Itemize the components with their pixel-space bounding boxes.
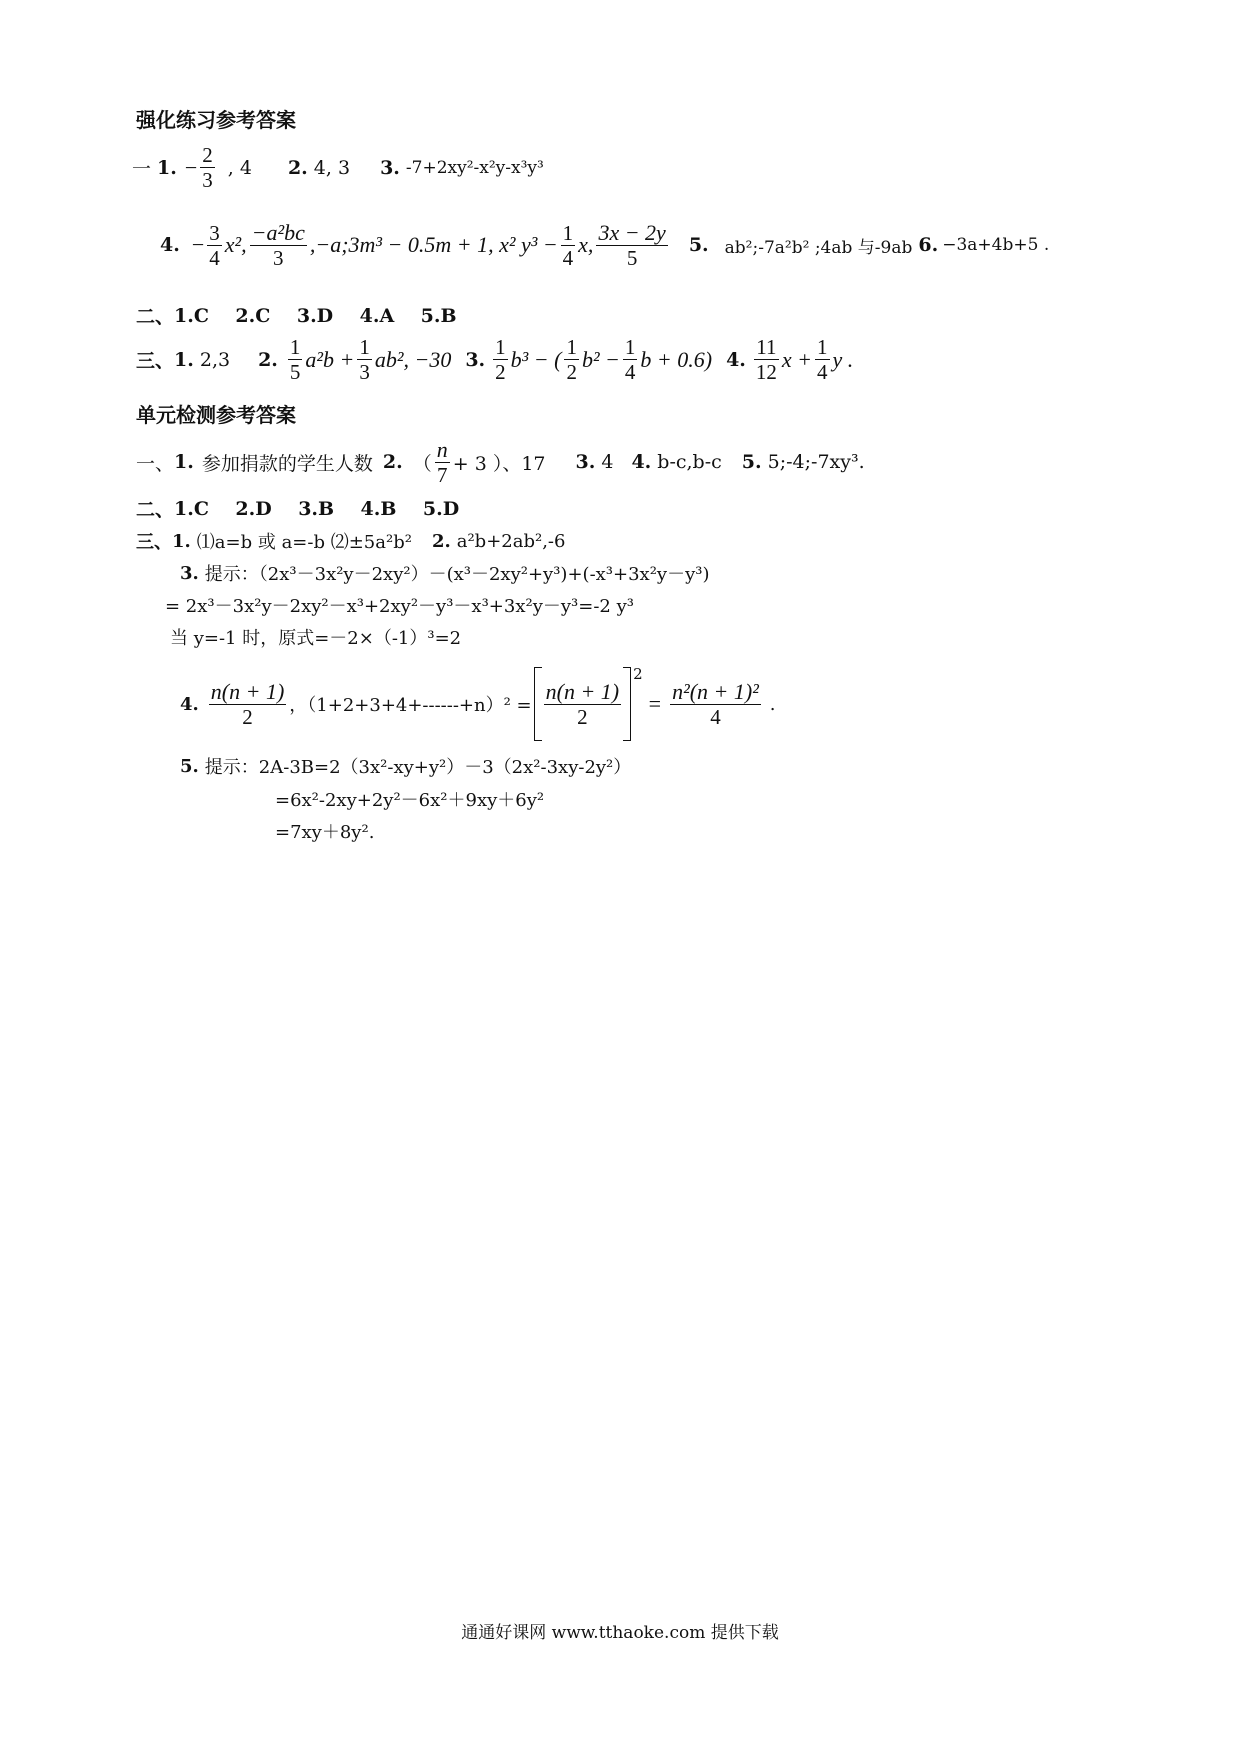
fraction: $\frac{1}{4}$ bbox=[624, 335, 636, 385]
test-item3-result: 当 y=-1 时，原式=－2×（-1）³=2 bbox=[170, 628, 462, 649]
math-text: x², bbox=[224, 232, 247, 258]
test-item5-result: =7xy＋8y². bbox=[275, 822, 375, 843]
item-number: 1. bbox=[157, 156, 177, 179]
item-number: 3. bbox=[575, 451, 596, 474]
math-text: x, bbox=[578, 232, 594, 258]
item-number: 4. bbox=[160, 234, 180, 257]
answer-text: 4, 3 bbox=[313, 156, 351, 179]
part-prefix: 二、 bbox=[136, 306, 175, 328]
test-item3-step: = 2x³－3x²y－2xy²－x³+2xy²－y³－x³+3x²y－y³=-2 y³ bbox=[165, 596, 634, 617]
practice-part1-row bbox=[132, 143, 544, 192]
fraction: $\frac{2}{3}$ bbox=[202, 143, 213, 193]
minus-sign: − bbox=[191, 232, 205, 258]
item-number: 2. bbox=[382, 451, 403, 474]
item-number: 2. bbox=[431, 530, 451, 552]
item-number: 6. bbox=[918, 234, 939, 257]
math-text: a²b + bbox=[305, 346, 355, 372]
fraction: −a²bc 3 bbox=[251, 220, 305, 271]
item-number: 4. bbox=[180, 693, 199, 715]
answer-text: ⑴a=b 或 a=-b ⑵±5a²b² bbox=[196, 532, 412, 553]
answer-text: 4 bbox=[601, 451, 614, 474]
item-number: 1. bbox=[174, 348, 194, 371]
math-text: b + 0.6) bbox=[640, 346, 713, 372]
item-number: 1. bbox=[172, 530, 191, 552]
test-item4-row bbox=[180, 667, 776, 741]
item-number: 5. bbox=[688, 234, 709, 257]
answer-text: 提示：2A-3B=2（3x²-xy+y²）－3（2x²-3xy-2y²） bbox=[204, 757, 632, 778]
item-number: 3. bbox=[180, 562, 199, 584]
math-text: x + bbox=[781, 346, 813, 372]
math-text: y . bbox=[832, 346, 854, 372]
part-prefix: 三、 bbox=[136, 532, 172, 553]
fraction: 1 2 bbox=[566, 335, 577, 385]
section-title-unit-test: 单元检测参考答案 bbox=[136, 403, 296, 427]
answer-text: −3a+4b+5 . bbox=[942, 235, 1050, 256]
answer-text: ab²;-7a²b² ;4ab 与-9ab bbox=[724, 237, 913, 258]
minus-sign: − bbox=[184, 154, 198, 180]
math-text: b³ − ( bbox=[510, 346, 562, 372]
answer-text: 参加捐款的学生人数 bbox=[201, 452, 373, 475]
math-text: ab², −30 bbox=[374, 346, 452, 372]
fraction: $\frac{1}{4}$ bbox=[817, 335, 828, 385]
fraction: 11 12 bbox=[755, 335, 777, 385]
answer-text: + 3 ）、17 bbox=[452, 452, 546, 475]
period: . bbox=[769, 693, 776, 715]
part-prefix: 二、 bbox=[136, 499, 175, 521]
math-text: b² − bbox=[581, 346, 620, 372]
answer-text: b-c,b-c bbox=[657, 451, 722, 474]
answer-list: 1.C 2.D 3.B 4.B 5.D bbox=[174, 497, 460, 520]
answer-text: 2,3 bbox=[199, 348, 231, 371]
item-number: 3. bbox=[465, 348, 486, 371]
item-number: 5. bbox=[180, 755, 199, 777]
practice-item4-row bbox=[160, 220, 1049, 270]
fraction: $\frac{1}{3}$ bbox=[359, 335, 370, 385]
fraction: 1 5 bbox=[289, 335, 301, 385]
math-text: ,−a;3m³ − 0.5m + 1, x² y³ − bbox=[309, 232, 558, 258]
item-number: 5. bbox=[741, 451, 762, 474]
fraction: 1 2 bbox=[495, 335, 506, 385]
fraction: $\frac{\text{n²(n + 1)²}}{4}$ bbox=[672, 678, 759, 730]
item-number: 4. bbox=[726, 348, 746, 371]
practice-part3-row bbox=[136, 335, 853, 384]
test-part2-row bbox=[136, 495, 459, 522]
test-item3-row bbox=[180, 560, 710, 586]
answer-text: 5;-4;-7xy³. bbox=[767, 451, 865, 474]
fraction: n(n + 1) 2 bbox=[210, 678, 285, 730]
part-prefix: 一、 bbox=[136, 452, 175, 475]
fraction: n(n + 1) 2 bbox=[545, 678, 620, 730]
item-number: 3. bbox=[380, 156, 400, 179]
answer-text: , 4 bbox=[227, 156, 252, 179]
item-number: 1. bbox=[174, 451, 194, 474]
answer-text: 提示：（2x³－3x²y－2xy²）－(x³－2xy²+y³)+(-x³+3x²y－y³) bbox=[204, 564, 710, 585]
test-item5-step: =6x²-2xy+2y²－6x²＋9xy＋6y² bbox=[275, 790, 545, 811]
test-part3-row bbox=[136, 528, 565, 554]
test-part1-row bbox=[136, 437, 865, 487]
fraction: n 7 bbox=[436, 437, 448, 488]
answer-list: 1.C 2.C 3.D 4.A 5.B bbox=[174, 304, 457, 327]
exponent: 2 bbox=[633, 665, 643, 683]
item-number: 2. bbox=[287, 156, 308, 179]
section-title-practice: 强化练习参考答案 bbox=[136, 108, 296, 132]
open-paren: （ bbox=[412, 452, 432, 475]
practice-part2-row bbox=[136, 302, 457, 329]
part-prefix: 一 bbox=[132, 158, 152, 181]
fraction: $\frac{3}{4}$ bbox=[209, 220, 220, 270]
equals-sign: = bbox=[648, 691, 662, 716]
answer-text: -7+2xy²-x²y-x³y³ bbox=[405, 157, 544, 178]
item-number: 2. bbox=[258, 348, 278, 371]
item-number: 4. bbox=[631, 451, 652, 474]
fraction: 3x − 2y 5 bbox=[598, 220, 666, 271]
bracket-expression bbox=[534, 667, 632, 741]
answer-text: a²b+2ab²,-6 bbox=[456, 530, 566, 552]
test-item5-row bbox=[180, 753, 631, 779]
page-footer: 通通好课网 www.tthaoke.com 提供下载 bbox=[461, 1623, 779, 1643]
part-prefix: 三、 bbox=[136, 350, 175, 373]
fraction: $\frac{1}{4}$ bbox=[562, 220, 574, 270]
answer-text: ，（1+2+3+4+------+n）² = bbox=[289, 695, 532, 716]
